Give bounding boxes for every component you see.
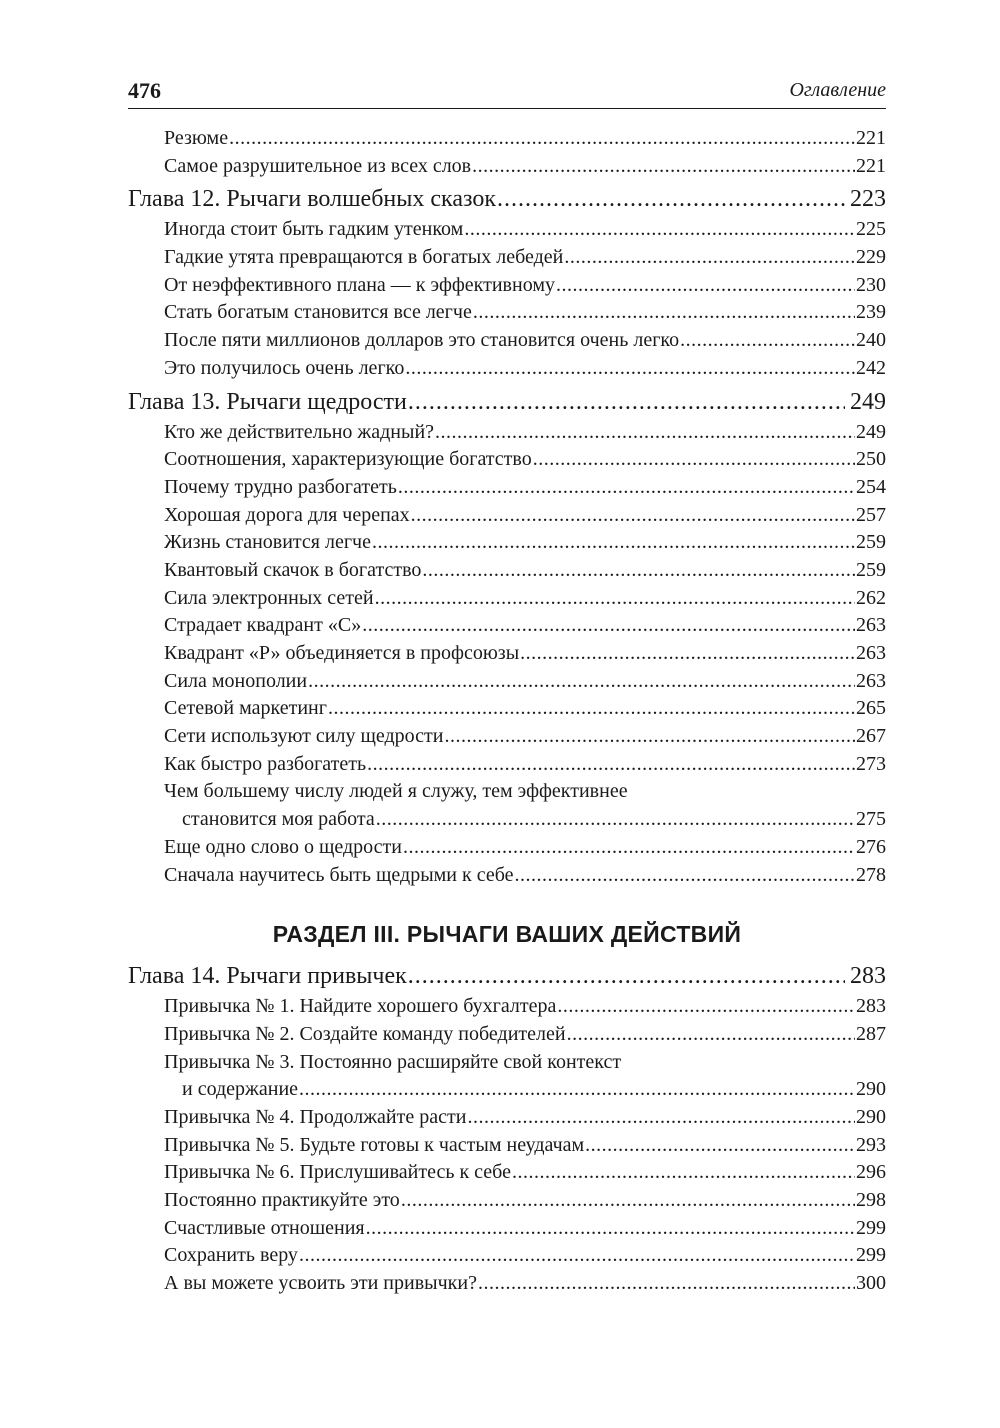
toc-entry[interactable]	[128, 1159, 886, 1187]
toc-page-number: 263	[856, 642, 886, 664]
dot-leader	[376, 806, 855, 834]
toc-entry[interactable]	[128, 244, 886, 272]
dot-leader	[557, 993, 855, 1021]
toc-part-1	[128, 125, 886, 889]
toc-entry-title: Глава 14. Рычаги привычек	[128, 963, 407, 990]
dot-leader	[362, 612, 855, 640]
dot-leader	[467, 1104, 855, 1132]
toc-entry-title: Привычка № 5. Будьте готовы к частым неудачам	[164, 1133, 585, 1156]
toc-page-number: 249	[850, 388, 886, 415]
toc-page-number: 263	[856, 669, 886, 692]
toc-page-number: 299	[856, 1244, 886, 1267]
toc-entry-title: Гадкие утята превращаются в богатых лебедей	[164, 246, 564, 269]
toc-entry-title: Привычка № 6. Прислушивайтесь к себе	[164, 1161, 511, 1184]
toc-entry[interactable]	[128, 640, 886, 668]
toc-page-number: 290	[856, 1078, 886, 1101]
toc-entry-title: Как быстро разбогатеть	[164, 752, 367, 775]
toc-entry-title: Еще одно слово о щедрости	[164, 835, 402, 858]
toc-page-number: 300	[856, 1272, 886, 1295]
toc-entry-continuation[interactable]	[128, 1076, 886, 1104]
toc-entry[interactable]	[128, 723, 886, 751]
toc-page-number: 273	[856, 752, 886, 775]
toc-entry[interactable]	[128, 1187, 886, 1215]
toc-entry-title: Стать богатым становится все легче	[164, 301, 472, 324]
dot-leader	[372, 529, 855, 557]
dot-leader	[567, 1021, 855, 1049]
toc-entry[interactable]	[128, 502, 886, 530]
toc-entry-title: и содержание	[182, 1078, 299, 1101]
toc-entry[interactable]	[128, 216, 886, 244]
page-number: 476	[128, 78, 161, 103]
toc-page-number: 257	[856, 503, 886, 526]
toc-chapter-entry[interactable]	[128, 386, 886, 419]
toc-chapter-entry[interactable]	[128, 183, 886, 216]
dot-leader	[411, 502, 855, 530]
dot-leader	[680, 327, 855, 355]
dot-leader	[472, 153, 855, 181]
toc-page-number: 263	[856, 614, 886, 637]
toc-entry-title: От неэффективного плана — к эффективному	[164, 273, 555, 296]
toc-page-number: 229	[856, 246, 886, 269]
toc-page-number: 230	[856, 273, 886, 296]
toc-entry[interactable]	[128, 695, 886, 723]
toc-entry-title: Сетевой маркетинг	[164, 697, 327, 720]
dot-leader	[464, 216, 855, 244]
toc-entry[interactable]	[128, 419, 886, 447]
dot-leader	[229, 125, 855, 153]
dot-leader	[308, 668, 855, 696]
toc-page-number: 239	[856, 301, 886, 324]
dot-leader	[408, 386, 845, 419]
toc-chapter-entry[interactable]	[128, 960, 886, 993]
toc-page-number: 254	[856, 475, 886, 498]
toc-entry[interactable]	[128, 834, 886, 862]
dot-leader	[556, 272, 855, 300]
running-head: Оглавление	[789, 79, 886, 101]
toc-entry[interactable]	[128, 272, 886, 300]
toc-entry[interactable]	[128, 1104, 886, 1132]
dot-leader	[564, 244, 855, 272]
toc-page-number: 283	[856, 995, 886, 1018]
dot-leader	[408, 960, 845, 993]
dot-leader	[398, 474, 855, 502]
toc-entry[interactable]	[128, 993, 886, 1021]
dot-leader	[512, 1159, 855, 1187]
dot-leader	[497, 183, 845, 216]
toc-entry-title: Сети используют силу щедрости	[164, 725, 444, 748]
toc-entry-title: Иногда стоит быть гадким утенком	[164, 218, 464, 241]
toc-entry-title: Это получилось очень легко	[164, 356, 405, 379]
toc-page-number: 276	[856, 835, 886, 858]
toc-entry[interactable]	[128, 585, 886, 613]
toc-page-number: 225	[856, 218, 886, 241]
toc-page-number: 293	[856, 1133, 886, 1156]
toc-entry-title: Квантовый скачок в богатство	[164, 558, 422, 581]
toc-entry[interactable]	[128, 1049, 886, 1077]
dot-leader	[367, 751, 855, 779]
toc-entry[interactable]	[128, 355, 886, 383]
toc-entry[interactable]	[128, 327, 886, 355]
toc-entry-title: Сохранить веру	[164, 1244, 298, 1267]
toc-entry-title: Соотношения, характеризующие богатство	[164, 448, 532, 471]
toc-entry-title: Постоянно практикуйте это	[164, 1189, 400, 1211]
toc-entry-title: Привычка № 1. Найдите хорошего бухгалтера	[164, 995, 557, 1018]
dot-leader	[473, 299, 855, 327]
toc-entry-title: Привычка № 4. Продолжайте расти	[164, 1105, 467, 1128]
section-title: РАЗДЕЛ III. РЫЧАГИ ВАШИХ ДЕЙСТВИЙ	[272, 921, 742, 948]
toc-entry-title: Привычка № 3. Постоянно расширяйте свой контекст	[164, 1050, 622, 1073]
toc-entry[interactable]	[128, 446, 886, 474]
toc-page-number: 296	[856, 1161, 886, 1184]
toc-entry-title: становится моя работа	[182, 808, 375, 831]
toc-entry-title: Чем большему числу людей я служу, тем эффективнее	[164, 780, 628, 803]
toc-entry-title: Сила монополии	[164, 669, 308, 692]
toc-page-number: 283	[850, 963, 886, 990]
toc-entry[interactable]	[128, 1242, 886, 1270]
toc-part-2	[128, 960, 886, 1298]
dot-leader	[445, 723, 856, 751]
toc-entry-title: Жизнь становится легче	[164, 531, 371, 554]
toc-entry[interactable]	[128, 778, 886, 806]
toc-entry[interactable]	[128, 557, 886, 585]
toc-entry[interactable]	[128, 1021, 886, 1049]
toc-entry-title: Почему трудно разбогатеть	[164, 475, 397, 498]
dot-leader	[478, 1270, 855, 1298]
toc-page-number: 259	[856, 531, 886, 554]
dot-leader	[405, 355, 855, 383]
toc-entry-title: Глава 13. Рычаги щедрости	[128, 388, 407, 415]
toc-entry[interactable]	[128, 153, 886, 181]
toc-entry-title: Страдает квадрант «С»	[164, 614, 362, 637]
toc-entry-title: После пяти миллионов долларов это становится очень легко	[164, 329, 680, 352]
toc-page-number: 259	[856, 558, 886, 581]
dot-leader	[401, 1187, 855, 1215]
toc-entry[interactable]	[128, 529, 886, 557]
toc-entry[interactable]	[128, 1132, 886, 1160]
toc-entry-title: Кто же действительно жадный?	[164, 420, 435, 443]
dot-leader	[299, 1076, 855, 1104]
toc-entry-title: Сначала научитесь быть щедрыми к себе	[164, 863, 514, 886]
toc-page-number: 221	[856, 154, 886, 177]
toc-entry-title: Счастливые отношения	[164, 1216, 365, 1239]
toc-page-number: 262	[856, 586, 886, 609]
dot-leader	[328, 695, 855, 723]
toc-entry[interactable]	[128, 299, 886, 327]
toc-entry-title: Самое разрушительное из всех слов	[164, 154, 472, 177]
toc-entry-title: А вы можете усвоить эти привычки?	[164, 1272, 477, 1295]
toc-entry-title: Глава 12. Рычаги волшебных сказок	[128, 186, 496, 213]
toc-page-number: 221	[856, 127, 886, 149]
toc-entry[interactable]	[128, 1270, 886, 1298]
toc-page-number: 240	[856, 329, 886, 352]
toc-entry-continuation[interactable]	[128, 806, 886, 834]
toc-entry-title: Сила электронных сетей	[164, 586, 374, 609]
toc-entry[interactable]	[128, 474, 886, 502]
toc-page-number: 298	[856, 1189, 886, 1211]
dot-leader	[366, 1215, 855, 1243]
dot-leader	[422, 557, 855, 585]
toc-entry[interactable]	[128, 751, 886, 779]
toc-page-number: 265	[856, 697, 886, 720]
dot-leader	[585, 1132, 855, 1160]
toc-page-number: 290	[856, 1105, 886, 1128]
page-header	[128, 78, 886, 109]
toc-entry[interactable]	[128, 125, 886, 153]
toc-entry[interactable]	[128, 612, 886, 640]
dot-leader	[375, 585, 855, 613]
toc-page-number: 249	[856, 420, 886, 443]
dot-leader	[533, 446, 855, 474]
toc-entry-title: Хорошая дорога для черепах	[164, 503, 410, 526]
toc-page-number: 299	[856, 1216, 886, 1239]
table-of-contents	[128, 125, 886, 1298]
toc-page-number: 275	[856, 808, 886, 831]
dot-leader	[435, 419, 855, 447]
toc-page-number: 223	[850, 186, 886, 213]
toc-entry[interactable]	[128, 862, 886, 890]
toc-entry-title: Привычка № 2. Создайте команду победителей	[164, 1022, 566, 1045]
dot-leader	[515, 862, 856, 890]
toc-entry[interactable]	[128, 1215, 886, 1243]
toc-entry-title: Резюме	[164, 127, 229, 149]
toc-entry-title: Квадрант «Р» объединяется в профсоюзы	[164, 642, 520, 664]
toc-page-number: 278	[856, 863, 886, 886]
toc-entry[interactable]	[128, 668, 886, 696]
dot-leader	[299, 1242, 855, 1270]
dot-leader	[403, 834, 855, 862]
toc-page-number: 242	[856, 356, 886, 379]
toc-page-number: 250	[856, 448, 886, 471]
dot-leader	[520, 640, 855, 668]
toc-page-number: 267	[856, 725, 886, 748]
toc-page-number: 287	[856, 1022, 886, 1045]
